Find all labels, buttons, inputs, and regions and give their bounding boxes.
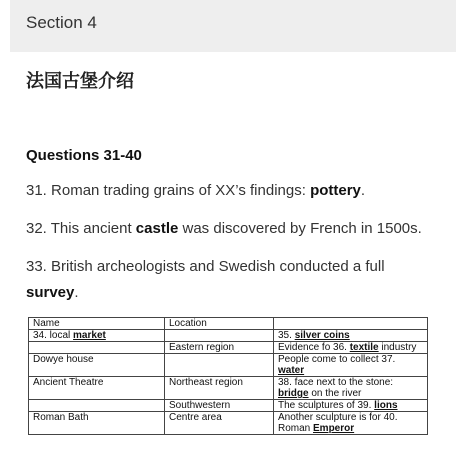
question-31-post: . [360, 182, 366, 199]
cell-info-answer: Emperor [313, 423, 355, 434]
cell-info-text: Another sculpture is for 40. Roman [278, 412, 398, 434]
header-location: Location [165, 318, 274, 330]
cell-name [29, 342, 165, 354]
cell-info-post: industry [378, 342, 417, 353]
question-31 [26, 182, 365, 199]
cell-info [274, 354, 428, 377]
cell-name-text: Ancient Theatre [33, 377, 104, 388]
header-info [274, 318, 428, 330]
cell-location [165, 330, 274, 342]
table-row [29, 400, 428, 412]
cell-info [274, 412, 428, 435]
cell-name [29, 377, 165, 400]
cell-info [274, 377, 428, 400]
cell-info-answer: silver coins [294, 330, 350, 341]
section-header [10, 0, 456, 52]
cell-info [274, 342, 428, 354]
table-row [29, 412, 428, 435]
table-row [29, 377, 428, 400]
cell-info-text: 38. face next to the stone: [278, 377, 394, 388]
cell-location: Northeast region [165, 377, 274, 400]
cell-info-text: The sculptures of 39. [278, 400, 375, 411]
cell-info-text: 35. [278, 330, 295, 341]
cell-name-text: 34. local [33, 330, 74, 341]
cell-location: Southwestern [165, 400, 274, 412]
cell-info-answer: textile [349, 342, 379, 353]
cell-name [29, 354, 165, 377]
cell-info-text: Evidence fo 36. [278, 342, 350, 353]
cell-info-answer: lions [374, 400, 398, 411]
cell-info [274, 330, 428, 342]
question-32-text: 32. This ancient [26, 220, 136, 237]
table-header-row [29, 318, 428, 330]
cell-info-text: People come to collect 37. [278, 354, 396, 365]
question-33-cont [26, 284, 79, 301]
question-33: 33. British archeologists and Swedish conducted a full [26, 258, 385, 275]
questions-heading: Questions 31-40 [26, 147, 142, 164]
cell-location: Eastern region [165, 342, 274, 354]
question-33-answer: survey [26, 284, 75, 301]
cell-info [274, 400, 428, 412]
chinese-title: 法国古堡介绍 [26, 71, 134, 91]
cell-name [29, 412, 165, 435]
question-33-post: . [74, 284, 79, 301]
cell-name-text: Roman Bath [33, 412, 89, 423]
cell-name [29, 400, 165, 412]
info-table [28, 317, 428, 435]
cell-info-post: on the river [308, 388, 362, 399]
table-row [29, 330, 428, 342]
question-31-text: 31. Roman trading grains of XX’s findings: [26, 182, 311, 199]
table-row [29, 342, 428, 354]
header-name: Name [29, 318, 165, 330]
cell-location [165, 354, 274, 377]
section-title: Section 4 [26, 13, 97, 32]
question-32 [26, 220, 422, 237]
cell-location: Centre area [165, 412, 274, 435]
cell-name [29, 330, 165, 342]
cell-name-answer: market [73, 330, 106, 341]
question-32-post: was discovered by French in 1500s. [178, 220, 422, 237]
question-32-answer: castle [135, 220, 179, 237]
cell-name-text: Dowye house [33, 354, 94, 365]
cell-info-answer: bridge [278, 388, 309, 399]
question-31-answer: pottery [310, 182, 361, 199]
table-row [29, 354, 428, 377]
cell-info-answer: water [278, 365, 305, 376]
